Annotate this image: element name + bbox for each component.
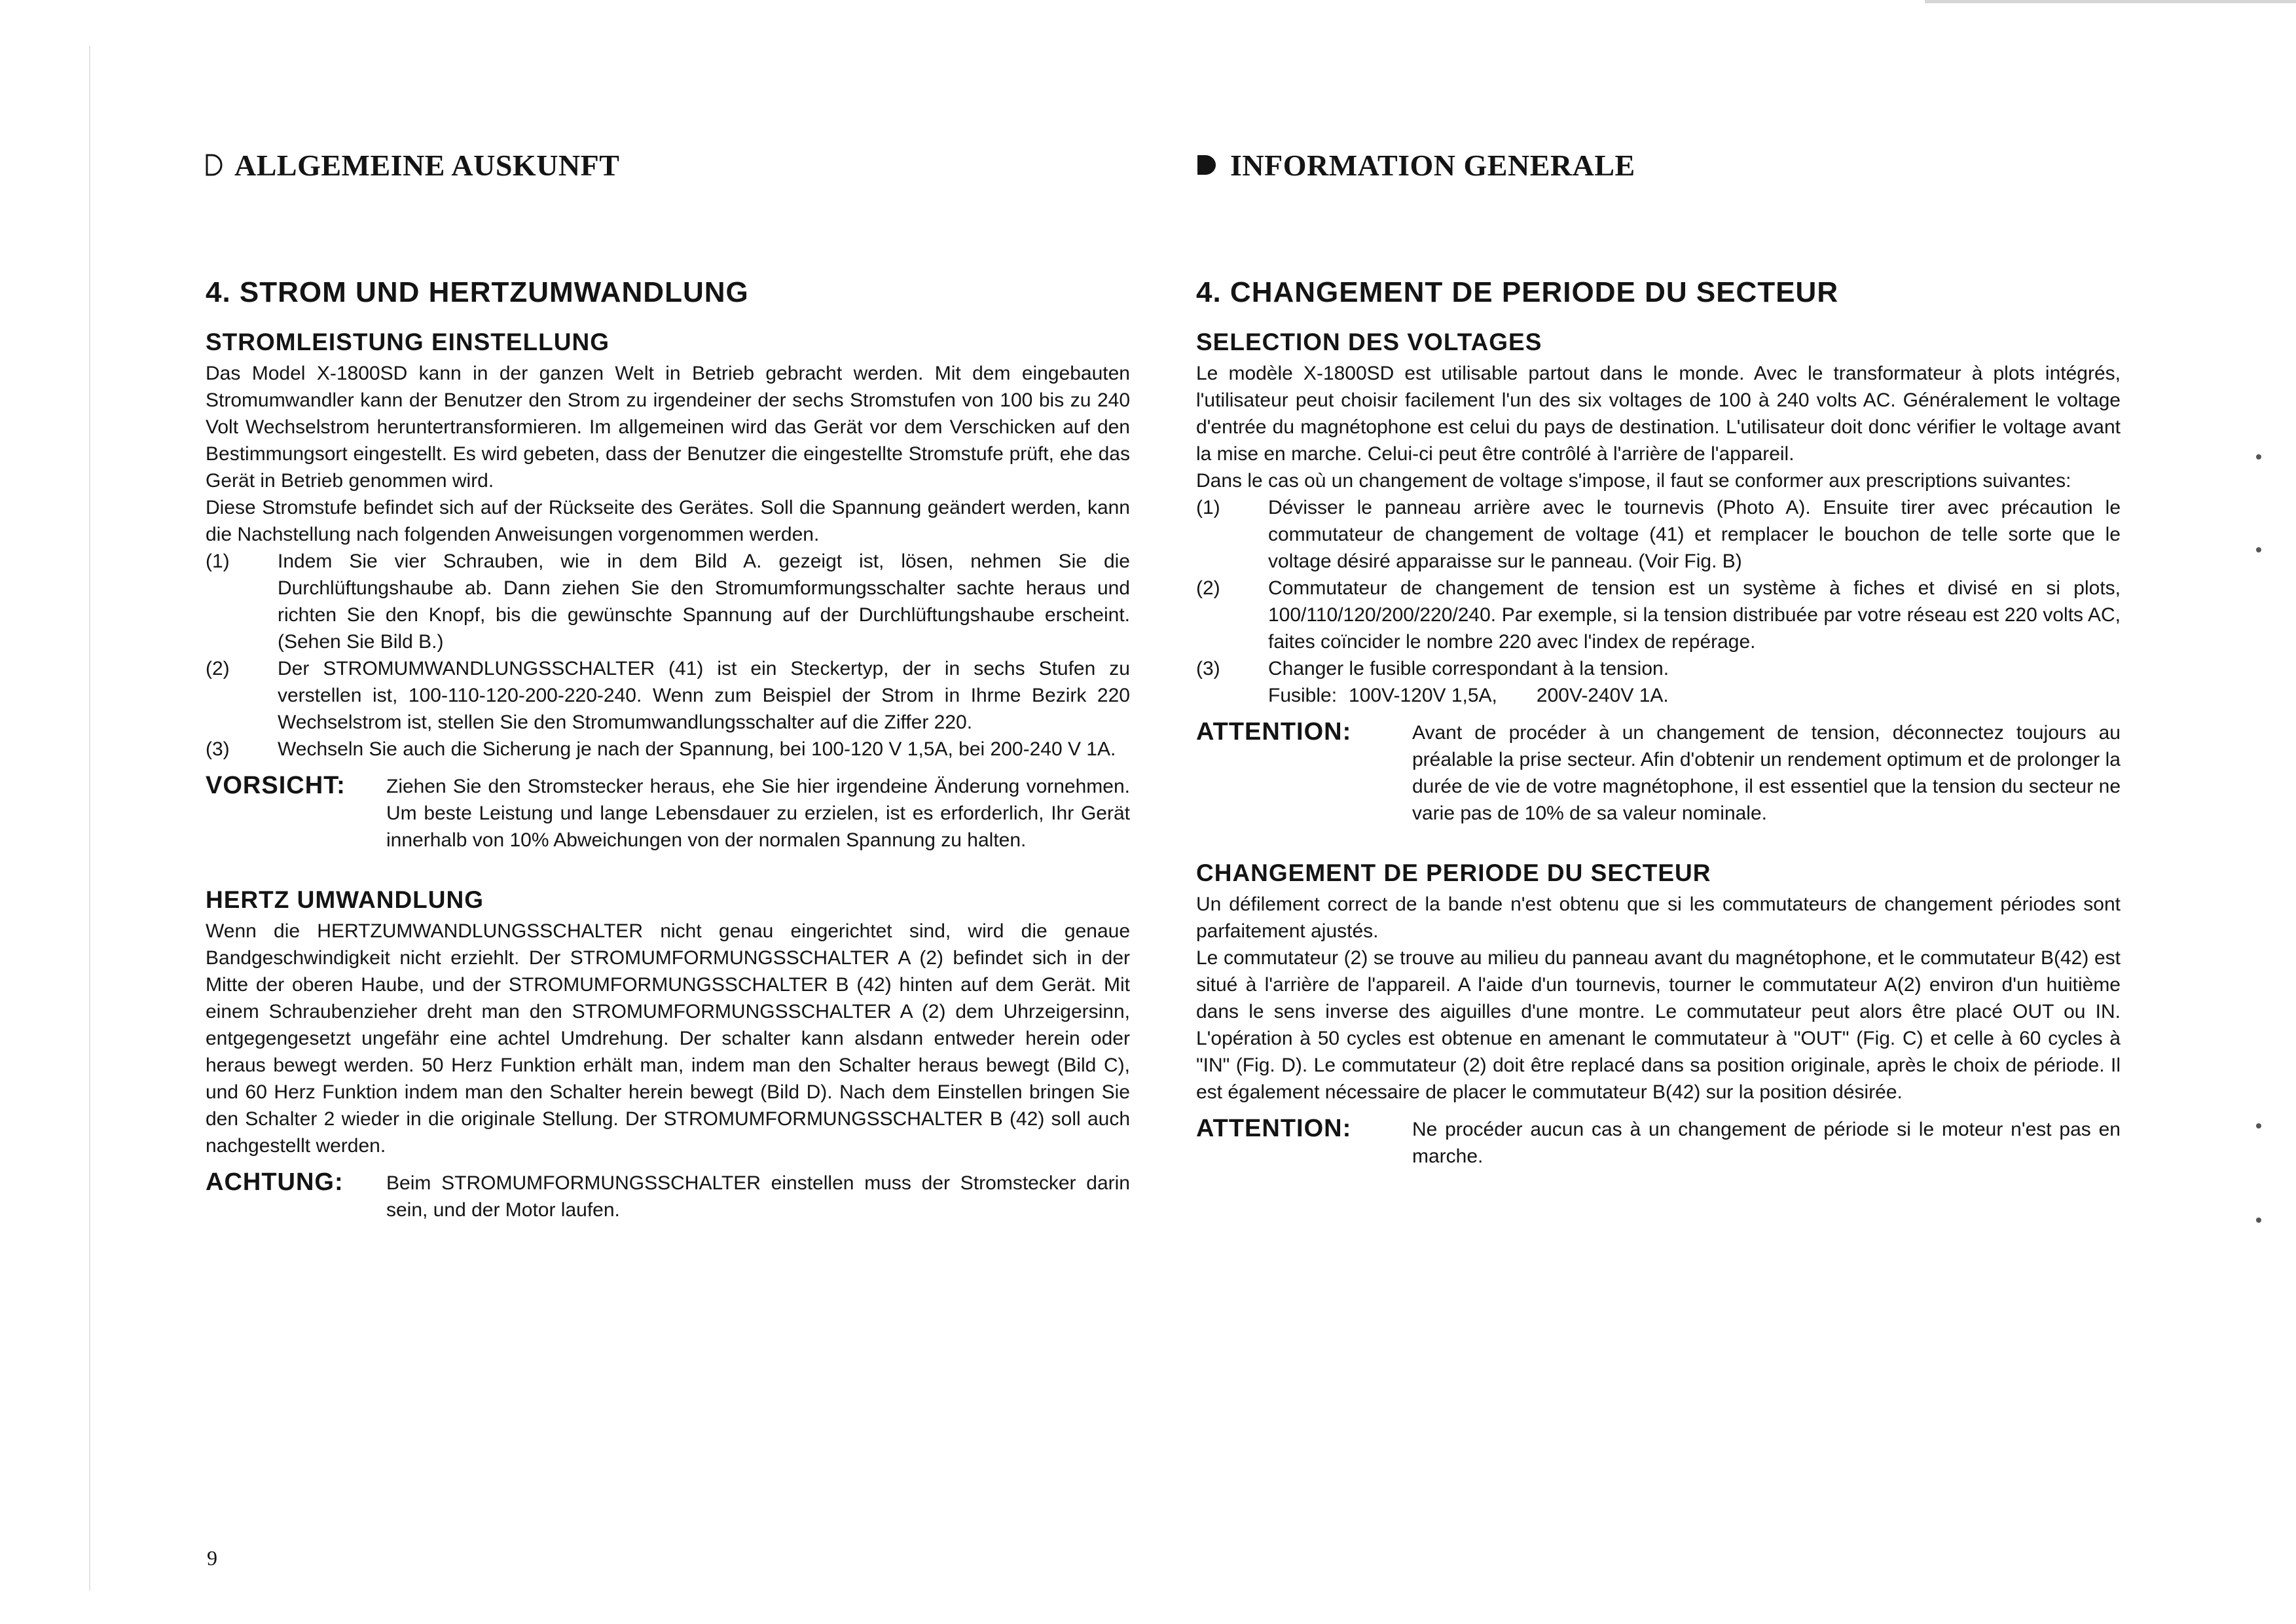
right-subheading-period: CHANGEMENT DE PERIODE DU SECTEUR (1196, 859, 1711, 886)
right-subheading-voltage: SELECTION DES VOLTAGES (1196, 329, 1542, 355)
list-item-text: Dévisser le panneau arrière avec le tournevis (Photo A). Ensuite tirer avec précaution le commutateur de changement de voltage (41) et remplacer le bouchon de telle sorte que le voltage désiré apparaisse sur le panneau. (Voir Fig. B) (1268, 497, 2121, 572)
list-item-number: (3) (1196, 658, 1220, 679)
page-edge-line (89, 46, 90, 1591)
list-item (1196, 575, 2121, 655)
top-rule (1925, 0, 2296, 3)
list-item (206, 736, 1130, 763)
list-item-number: (1) (206, 550, 230, 572)
fuse-label: Fusible: (1268, 685, 1338, 706)
french-column (1196, 145, 2121, 1170)
scan-dot (2256, 547, 2261, 552)
left-instruction-list (206, 548, 1130, 763)
left-chapter-title: 4. STROM UND HERTZUMWANDLUNG (206, 276, 749, 308)
list-item-text: Wechseln Sie auch die Sicherung je nach der Spannung, bei 100-120 V 1,5A, bei 200-240 V 1A. (278, 738, 1116, 760)
list-item (206, 548, 1130, 655)
fuse-value-high: 200V-240V 1A. (1536, 685, 1669, 706)
left-section-header (206, 145, 1130, 185)
list-item-text: Commutateur de changement de tension est un système à fiches et divisé en si plots, 100/110/120/200/220/240. Par exemple, si la tension distribuée par votre réseau est 220 volts AC, faites coïncider le nombre 220 avec l'index de repérage. (1268, 577, 2121, 653)
right-chapter-title: 4. CHANGEMENT DE PERIODE DU SECTEUR (1196, 276, 1839, 308)
list-item-number: (1) (1196, 497, 1220, 518)
left-attention-block (206, 1167, 1130, 1223)
right-paragraph-1: Le modèle X-1800SD est utilisable partout dans le monde. Avec le transformateur à plots intégrés, l'utilisateur peut choisir facilement l'un des six voltages de 100 à 240 volts AC. Généralement le voltage d'entrée du magnétophone est celui du pays de destination. L'utilisateur doit donc vérifier le voltage avant la mise en marche. Celui-ci peut être contrôlé à l'arrière de l'appareil. (1196, 363, 2121, 465)
right-section-header (1196, 145, 2121, 185)
list-item-number: (3) (206, 738, 230, 760)
list-item-text: Changer le fusible correspondant à la tension. (1268, 658, 1669, 679)
list-item (206, 655, 1130, 736)
list-item (1196, 655, 2121, 682)
attention-label: ATTENTION: (1196, 718, 1352, 746)
left-subheading-voltage: STROMLEISTUNG EINSTELLUNG (206, 329, 610, 355)
attention-label: ATTENTION: (1196, 1115, 1352, 1142)
attention-text: Beim STROMUMFORMUNGSSCHALTER einstellen muss der Stromstecker darin sein, und der Motor laufen. (386, 1172, 1130, 1221)
scan-dot (2256, 1123, 2261, 1128)
right-header-text: INFORMATION GENERALE (1230, 148, 1635, 182)
list-item-number: (2) (206, 658, 230, 679)
left-paragraph-3: Wenn die HERTZUMWANDLUNGSSCHALTER nicht genau eingerichtet sind, wird die genaue Bandgeschwindigkeit nicht erziehlt. Der STROMUMFORMUNGSSCHALTER A (2) befindet sich in der Mitte der oberen Haube, und der STROMUMFORMUNGSSCHALTER B (42) hinten auf dem Gerät. Mit einem Schraubenzieher dreht man den STROMUMFORMUNGSSCHALTER A (2) dem Uhrzeigersinn, entgegengesetzt ungefähr eine achtel Umdrehung. Der schalter kann alsdann entweder herein oder heraus bewegt werden. 50 Herz Funktion erhält man, indem man den Schalter heraus bewegt (Bild C), und 60 Herz Funktion indem man den Schalter herein bewegt (Bild D). Nach dem Einstellen bringen Sie den Schalter 2 wieder in die originale Stellung. Der STROMUMFORMUNGSSCHALTER B (42) soll auch nachgestellt werden. (206, 920, 1130, 1157)
left-caution-block (206, 770, 1130, 854)
left-subheading-hertz: HERTZ UMWANDLUNG (206, 886, 484, 913)
caution-label: VORSICHT: (206, 772, 346, 799)
left-header-text: ALLGEMEINE AUSKUNFT (234, 148, 620, 182)
german-column (206, 145, 1130, 1223)
fuse-value-low: 100V-120V 1,5A, (1349, 685, 1497, 706)
outlined-d-marker-icon (206, 154, 223, 176)
filled-d-marker-icon (1196, 154, 1218, 176)
scan-dot (2256, 454, 2261, 460)
right-paragraph-2: Dans le cas où un changement de voltage s'impose, il faut se conformer aux prescriptions suivantes: (1196, 470, 2071, 492)
list-item-number: (2) (1196, 577, 1220, 599)
right-instruction-list (1196, 494, 2121, 709)
attention-text: Ne procéder aucun cas à un changement de période si le moteur n'est pas en marche. (1412, 1119, 2121, 1167)
left-paragraph-1: Das Model X-1800SD kann in der ganzen Welt in Betrieb gebracht werden. Mit dem eingebauten Stromumwandler kann der Benutzer den Strom zu irgendeiner der sechs Stromstufen von 100 bis zu 240 Volt Wechselstrom heruntertransformieren. Im allgemeinen wird das Gerät vor dem Verschicken auf den Bestimmungsort eingestellt. Es wird gebeten, dass der Benutzer die eingestellte Stromstufe prüft, ehe das Gerät in Betrieb genommen wird. (206, 363, 1130, 492)
fuse-values (1196, 682, 2121, 709)
right-attention-block-1 (1196, 717, 2121, 827)
scan-dot (2256, 1218, 2261, 1223)
left-paragraph-2: Diese Stromstufe befindet sich auf der Rückseite des Gerätes. Soll die Spannung geändert werden, kann die Nachstellung nach folgenden Anweisungen vorgenommen werden. (206, 497, 1130, 545)
list-item-text: Der STROMUMWANDLUNGSSCHALTER (41) ist ein Steckertyp, der in sechs Stufen zu verstellen ist, 100-110-120-200-220-240. Wenn zum Beispiel der Strom in Ihrme Bezirk 220 Wechselstrom ist, stellen Sie den Stromumwandlungsschalter auf die Ziffer 220. (278, 658, 1130, 733)
attention-text: Avant de procéder à un changement de tension, déconnectez toujours au préalable la prise secteur. Afin d'obtenir un rendement optimum et de prolonger la durée de vie de votre magnétophone, il est essentiel que la tension du secteur ne varie pas de 10% de sa valeur nominale. (1412, 722, 2121, 824)
attention-label: ACHTUNG: (206, 1168, 344, 1196)
page-number: 9 (207, 1546, 217, 1570)
list-item (1196, 494, 2121, 575)
list-item-text: Indem Sie vier Schrauben, wie in dem Bild A. gezeigt ist, lösen, nehmen Sie die Durchlüftungshaube ab. Dann ziehen Sie den Stromumformungsschalter sachte heraus und richten Sie den Knopf, bis die gewünschte Spannung auf der Durchlüftungshaube erscheint. (Sehen Sie Bild B.) (278, 550, 1130, 653)
caution-text: Ziehen Sie den Stromstecker heraus, ehe Sie hier irgendeine Änderung vornehmen. Um beste Leistung und lange Lebensdauer zu erzielen, ist es erforderlich, Ihr Gerät innerhalb von 10% Abweichungen von der normalen Spannung zu halten. (386, 776, 1130, 851)
right-attention-block-2 (1196, 1113, 2121, 1170)
right-paragraph-3: Un défilement correct de la bande n'est obtenu que si les commutateurs de changement périodes sont parfaitement ajustés. (1196, 893, 2121, 942)
right-paragraph-4: Le commutateur (2) se trouve au milieu du panneau avant du magnétophone, et le commutateur B(42) est situé à l'arrière de l'appareil. A l'aide d'un tournevis, tourner le commutateur A(2) environ d'un huitième dans le sens inverse des aiguilles d'une montre. Le commutateur peut alors être placé OUT ou IN. L'opération à 50 cycles est obtenue en amenant le commutateur à "OUT" (Fig. C) et celle à 60 cycles à "IN" (Fig. D). Le commutateur (2) doit être replacé dans sa position originale, après le choix de période. Il est également nécessaire de placer le commutateur B(42) sur la position désirée. (1196, 947, 2121, 1103)
